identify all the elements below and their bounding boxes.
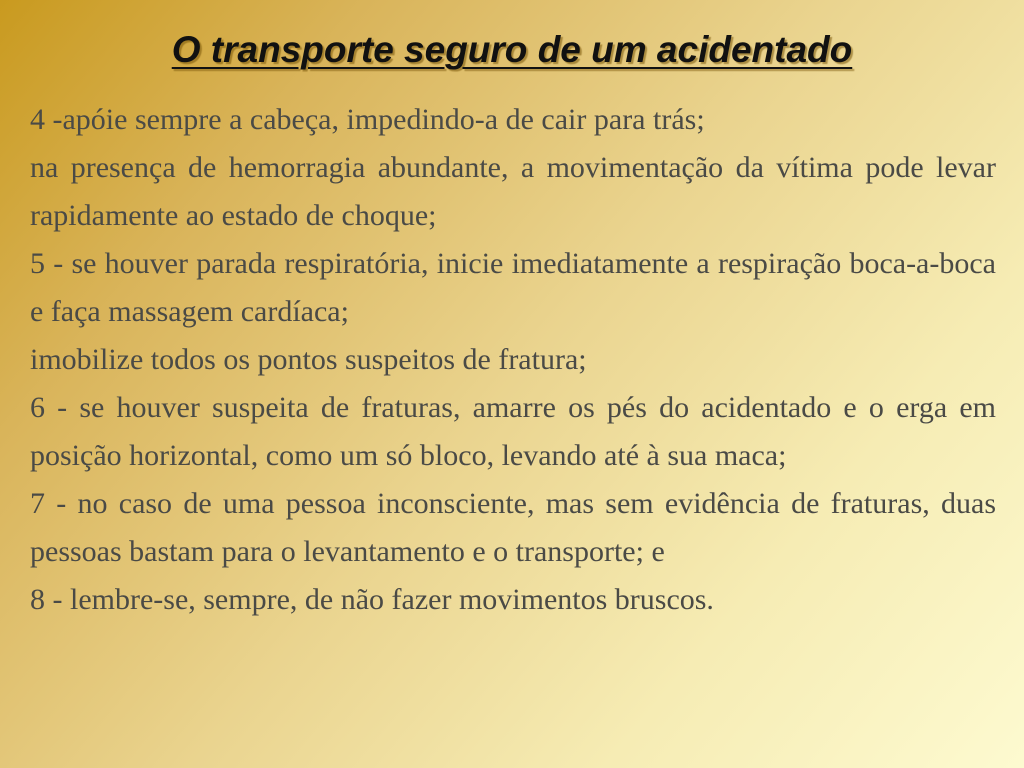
paragraph-step-4: 4 -apóie sempre a cabeça, impedindo-a de cair para trás; [30,103,705,136]
paragraph-hemorrhage: na presença de hemorragia abundante, a movimentação da vítima pode levar rapidamente ao estado de choque; [30,151,996,232]
paragraph-step-5: 5 - se houver parada respiratória, inicie imediatamente a respiração boca-a-boca e faça massagem cardíaca; [30,247,996,328]
paragraph-step-8: 8 - lembre-se, sempre, de não fazer movimentos bruscos. [30,583,714,616]
paragraph-step-6: 6 - se houver suspeita de fraturas, amarre os pés do acidentado e o erga em posição horizontal, como um só bloco, levando até à sua maca; [30,391,996,472]
paragraph-immobilize: imobilize todos os pontos suspeitos de fratura; [30,343,587,376]
paragraph-step-7: 7 - no caso de uma pessoa inconsciente, mas sem evidência de fraturas, duas pessoas bastam para o levantamento e o transporte; e [30,487,996,568]
slide-title: O transporte seguro de um acidentado [171,29,853,70]
slide-body [30,96,996,624]
